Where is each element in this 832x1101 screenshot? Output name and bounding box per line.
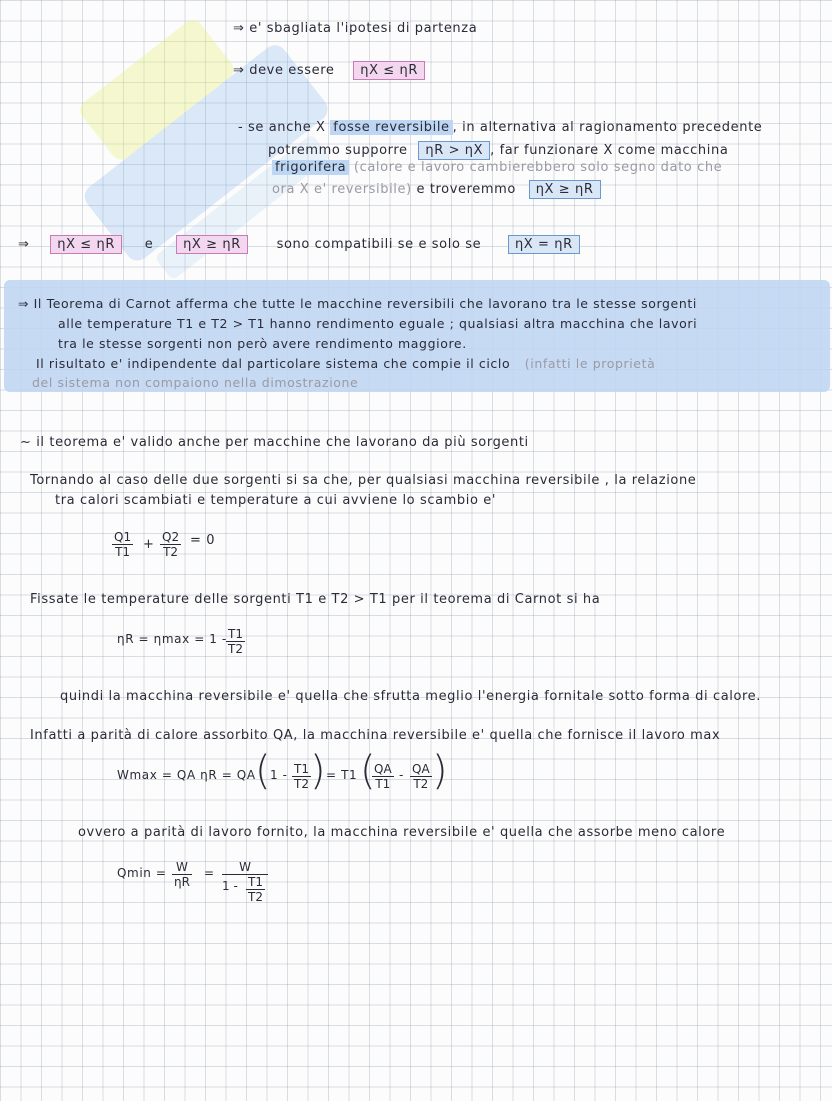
line-suppose: potremmo supporre ηR > ηX , far funzionare X come macchina xyxy=(268,143,729,158)
paragraph-line: ~ il teorema e' valido anche per macchine che lavorano da più sorgenti xyxy=(20,435,529,450)
fraction: $\frac{Q2}{T2}$ xyxy=(162,530,180,559)
math-expression: = T1 xyxy=(326,768,358,782)
fraction: T1 T2 xyxy=(248,875,263,904)
paragraph-line: Infatti a parità di calore assorbito QA, la macchina reversibile e' quella che fornisce il lavoro max xyxy=(30,728,721,743)
theorem-line: Il risultato e' indipendente dal particolare sistema che compie il ciclo (infatti le proprietà xyxy=(36,356,656,371)
ineq-box: ηX ≤ ηR xyxy=(50,235,122,254)
theorem-line: tra le stesse sorgenti non però avere rendimento maggiore. xyxy=(58,336,467,351)
paragraph-line: quindi la macchina reversibile e' quella che sfrutta meglio l'energia fornitale sotto forma di calore. xyxy=(60,689,762,704)
ineq-box: ηR > ηX xyxy=(418,141,490,160)
line-must-be: ⇒ deve essere ηX ≤ ηR xyxy=(233,61,425,80)
math-expression: Qmin = xyxy=(117,866,167,880)
theorem-line: ⇒ Il Teorema di Carnot afferma che tutte le macchine reversibili che lavorano tra le stesse sorgenti xyxy=(18,296,697,311)
fraction: $\frac{W}{\eta R}$ xyxy=(174,860,190,889)
math-operator: - xyxy=(399,768,404,782)
theorem-line: alle temperature T1 e T2 > T1 hanno rendimento eguale ; qualsiasi altra macchina che lavori xyxy=(58,316,698,331)
math-expression: 1 - xyxy=(270,768,288,782)
line-hypothesis-wrong: ⇒ e' sbagliata l'ipotesi di partenza xyxy=(233,21,478,36)
fraction: $\frac{QA}{T2}$ xyxy=(412,762,430,791)
fraction: $\frac{QA}{T1}$ xyxy=(374,762,392,791)
paren-left: ( xyxy=(360,748,376,794)
fraction: W 1 - T1 T2 xyxy=(222,860,268,905)
paren-right: ) xyxy=(432,748,448,794)
paragraph-line: Fissate le temperature delle sorgenti T1 e T2 > T1 per il teorema di Carnot si ha xyxy=(30,592,601,607)
line-compatible: ⇒ ηX ≤ ηR e ηX ≥ ηR sono compatibili se e solo se ηX = ηR xyxy=(18,235,580,254)
highlight-fridge: frigorifera xyxy=(272,160,349,175)
math-operator: = xyxy=(204,866,215,880)
paragraph-line: tra calori scambiati e temperature a cui avviene lo scambio e' xyxy=(55,493,497,508)
line-find: ora X e' reversibile) e troveremmo ηX ≥ ηR xyxy=(272,180,601,199)
paren-right: ) xyxy=(310,748,326,794)
ineq-box: ηX = ηR xyxy=(508,235,580,254)
theorem-line: del sistema non compaiono nella dimostrazione xyxy=(32,375,359,390)
highlight-reversible: fosse reversibile xyxy=(330,120,452,135)
math-expression: Wmax = QA ηR = QA xyxy=(117,768,256,782)
ineq-box: ηX ≤ ηR xyxy=(353,61,425,80)
math-expression: ηR = ηmax = 1 - xyxy=(117,632,227,646)
fraction: $\frac{T1}{T2}$ xyxy=(228,627,243,656)
paragraph-line: ovvero a parità di lavoro fornito, la macchina reversibile e' quella che assorbe meno calore xyxy=(78,825,726,840)
line-fridge: frigorifera (calore e lavoro cambierebbero solo segno dato che xyxy=(272,160,722,175)
line-if-reversible: - se anche X fosse reversibile , in alternativa al ragionamento precedente xyxy=(238,120,763,135)
math-operator: + xyxy=(143,537,155,552)
ineq-box: ηX ≥ ηR xyxy=(529,180,601,199)
fraction: $\frac{Q1}{T1}$ xyxy=(114,530,132,559)
paren-left: ( xyxy=(255,748,271,794)
fraction: $\frac{T1}{T2}$ xyxy=(294,762,309,791)
ineq-box: ηX ≥ ηR xyxy=(176,235,248,254)
math-operator: = 0 xyxy=(190,533,216,548)
paragraph-line: Tornando al caso delle due sorgenti si sa che, per qualsiasi macchina reversibile , la relazione xyxy=(30,473,697,488)
